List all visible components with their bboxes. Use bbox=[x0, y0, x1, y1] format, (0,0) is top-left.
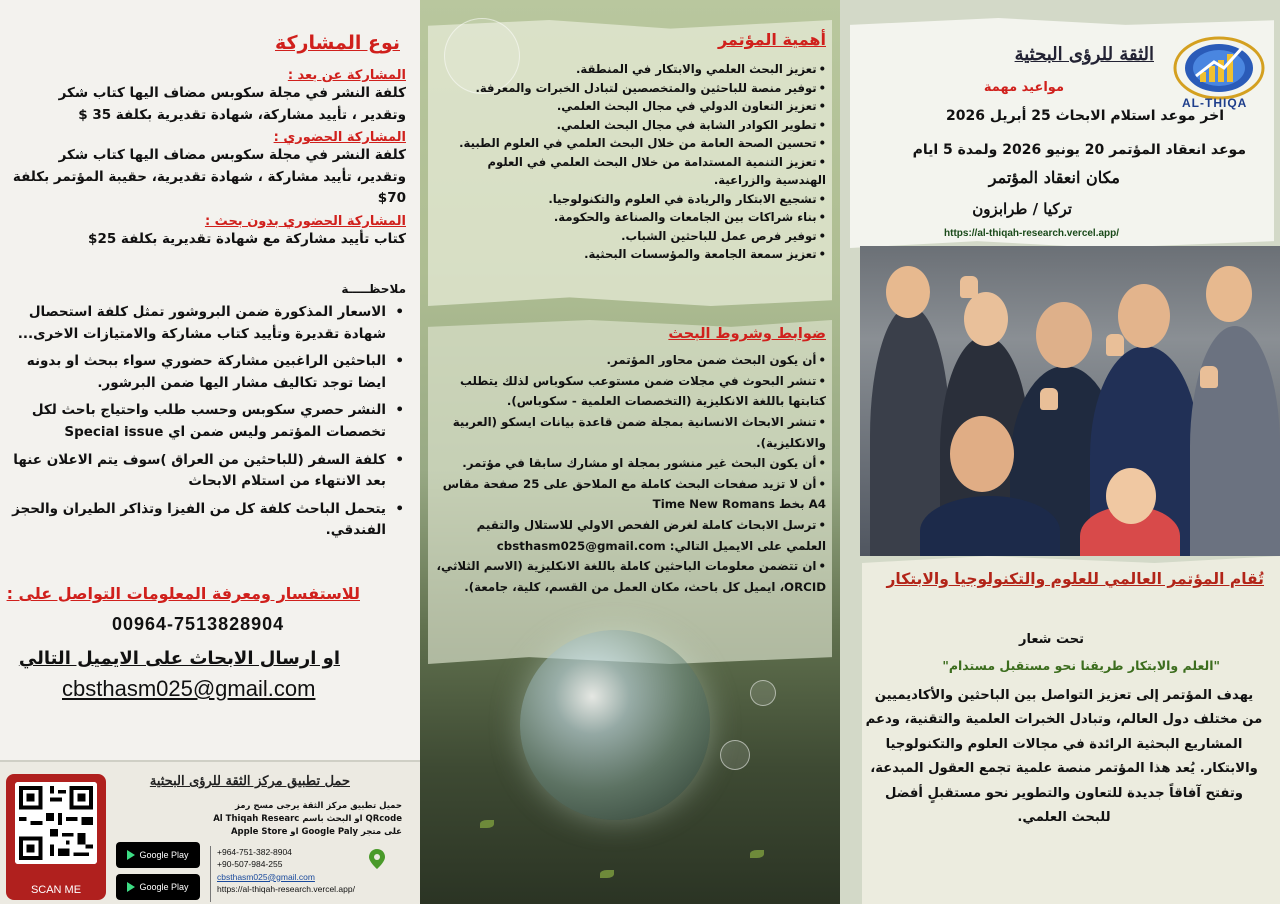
leaf-decoration bbox=[750, 850, 764, 858]
condition-item: • ان تتضمن معلومات الباحثين كاملة باللغة الانكليزية (الاسم الثلاثي، ORCID، ايميل كل باحث، مكان العمل من القسم، كلية، جامعة). bbox=[434, 556, 826, 597]
location-pin-icon bbox=[368, 848, 386, 870]
al-thiqa-logo-icon bbox=[1170, 32, 1268, 102]
venue: تركيا / طرابزون bbox=[972, 200, 1072, 218]
qr-card[interactable] bbox=[6, 774, 106, 900]
submission-deadline: اخر موعد استلام الابحاث 25 أبريل 2026 bbox=[946, 108, 1224, 124]
glass-globe-image bbox=[520, 630, 710, 820]
importance-item: • تشجيع الابتكار والريادة في العلوم والتكنولوجيا. bbox=[434, 190, 826, 209]
condition-item: • ترسل الابحاث كاملة لغرض الفحص الاولي للاستلال والتقيم العلمي على الايميل التالي: cbsthasm025@gmail.com bbox=[434, 515, 826, 556]
contact-url[interactable]: https://al-thiqah-research.vercel.app/ bbox=[217, 883, 355, 894]
google-play-button[interactable] bbox=[116, 842, 200, 868]
person-head bbox=[1206, 266, 1252, 322]
slogan: "العلم والابتكار طريقنا نحو مستقبل مستدام" bbox=[942, 658, 1220, 673]
importance-item: • تحسين الصحة العامة من خلال البحث العلمي في العلوم الطبية. bbox=[434, 134, 826, 153]
note-item: • كلفة السفر (للباحثين من العراق )سوف يتم الاعلان عنها بعد الانتهاء من استلام الابحاث bbox=[10, 450, 406, 493]
importance-item: • توفير فرص عمل للباحثين الشباب. bbox=[434, 227, 826, 246]
middle-panel bbox=[420, 0, 840, 904]
conference-date: موعد انعقاد المؤتمر 20 يونيو 2026 ولمدة 5 ايام bbox=[912, 142, 1246, 158]
app-description: حميل تطبيق مركز الثقة يرجى مسح رمز QRcode او البحث باسم Al Thiqah Researc على متجر Google Paly او Apple Store bbox=[213, 801, 402, 837]
participation-title: نوع المشاركة bbox=[274, 32, 400, 54]
conference-name: تُقام المؤتمر العالمي للعلوم والتكنولوجيا والابتكار bbox=[886, 570, 1264, 588]
importance-item: • تعزيز البحث العلمي والابتكار في المنطقة. bbox=[434, 60, 826, 79]
google-play-button-2[interactable] bbox=[116, 874, 200, 900]
phone-number[interactable]: 00964-7513828904 bbox=[112, 614, 285, 634]
thumbs-up-icon bbox=[1200, 366, 1218, 388]
note-item: • الاسعار المذكورة ضمن البروشور تمثل كلفة استحصال شهادة تقديرة وتأييد كتاب مشاركة والامتيازات الاخرى... bbox=[10, 302, 406, 345]
importance-item: • تعزيز سمعة الجامعة والمؤسسات البحثية. bbox=[434, 245, 826, 264]
person-head bbox=[964, 292, 1008, 346]
thumbs-up-icon bbox=[1106, 334, 1124, 356]
notes-title: ملاحظـــــة bbox=[341, 282, 406, 296]
person-head bbox=[1106, 468, 1156, 524]
importance-list bbox=[434, 60, 826, 264]
important-dates-title: مواعيد مهمة bbox=[983, 80, 1064, 95]
logo-text: AL-THIQA bbox=[1182, 96, 1248, 110]
remote-label: المشاركة عن بعد : bbox=[287, 68, 406, 83]
condition-item: • أن لا تزيد صفحات البحث كاملة مع الملاحق على 25 صفحة مقاس A4 بخط Time New Romans bbox=[434, 474, 826, 515]
importance-title: أهمية المؤتمر bbox=[717, 30, 826, 49]
store-label: Google Play bbox=[139, 882, 189, 892]
contact-phone-1[interactable]: +964-751-382-8904 bbox=[217, 847, 292, 857]
qr-code-icon bbox=[15, 782, 97, 864]
play-store-icon bbox=[127, 882, 135, 892]
venue-title: مكان انعقاد المؤتمر bbox=[988, 168, 1120, 187]
importance-item: • توفير منصة للباحثين والمتخصصين لتبادل الخبرات والمعرفة. bbox=[434, 79, 826, 98]
person-head bbox=[950, 416, 1014, 492]
in-person-no-paper-label: المشاركة الحضوري بدون بحث : bbox=[204, 213, 406, 229]
audience-photo bbox=[860, 246, 1280, 556]
contacts-box bbox=[210, 846, 390, 902]
condition-item: • أن يكون البحث ضمن محاور المؤتمر. bbox=[434, 350, 826, 371]
notes-list bbox=[10, 302, 406, 548]
contact-phone-2[interactable]: +90-507-984-255 bbox=[217, 859, 283, 870]
condition-item: • تنشر الابحاث الانسانية بمجلة ضمن قاعدة بيانات ايسكو (العربية والانكليزية). bbox=[434, 412, 826, 453]
left-panel bbox=[0, 0, 420, 904]
note-item: • يتحمل الباحث كلفة كل من الفيزا وتذاكر الطيران والحجز الفندقي. bbox=[10, 499, 406, 542]
remote-text: كلفة النشر في مجلة سكوبس مضاف اليها كتاب شكر وتقدير ، تأييد مشاركة، شهادة تقديرية بكلفة 35 $ bbox=[58, 85, 406, 123]
bubble-decoration bbox=[720, 740, 750, 770]
leaf-decoration bbox=[600, 870, 614, 878]
person-head bbox=[1118, 284, 1170, 348]
importance-item: • تعزيز التعاون الدولي في مجال البحث العلمي. bbox=[434, 97, 826, 116]
note-item: • الباحثين الراغبين مشاركة حضوري سواء ببحث او بدونه ايضا توجد تكاليف مشار اليها ضمن البرشور. bbox=[10, 351, 406, 394]
slogan-label: تحت شعار bbox=[1018, 632, 1084, 647]
contact-title: للاستفسار ومعرفة المعلومات التواصل على : bbox=[6, 584, 360, 603]
note-item: • النشر حصري سكوبس وحسب طلب واحتياج باحث لكل تخصصات المؤتمر وليس ضمن اي Special issue bbox=[10, 400, 406, 443]
condition-item: • تنشر البحوث في مجلات ضمن مستوعب سكوباس لذلك يتطلب كتابتها باللغة الانكليزية (التخصصات العلمية - سكوباس). bbox=[434, 371, 826, 412]
thumbs-up-icon bbox=[1040, 388, 1058, 410]
conditions-list bbox=[434, 350, 826, 598]
person-head bbox=[886, 266, 930, 318]
website-link[interactable]: https://al-thiqah-research.vercel.app/ bbox=[944, 228, 1120, 239]
send-papers-label: او ارسال الابحاث على الايميل التالي bbox=[18, 648, 340, 669]
importance-item: • تطوير الكوادر الشابة في مجال البحث العلمي. bbox=[434, 116, 826, 135]
play-store-icon bbox=[127, 850, 135, 860]
conference-description: يهدف المؤتمر إلى تعزيز التواصل بين الباحثين والأكاديميين من مختلف دول العالم، وتبادل الخبرات العلمية والتقنية، ودعم المشاريع البحثية الرائدة في مجالات العلوم والتكنولوجيا والابتكار. يُعد هذا المؤتمر منصة علمية تجمع العقول المبدعة، وتفتح آفاقاً جديدة للتعاون والتطوير نحو مستقبلٍ أفضل للبحث العلمي. bbox=[865, 688, 1263, 826]
person-head bbox=[1036, 302, 1092, 368]
contact-email[interactable]: cbsthasm025@gmail.com bbox=[217, 871, 315, 882]
app-title: حمل تطبيق مركز الثقة للرؤى البحثية bbox=[149, 774, 350, 789]
scan-me-label: SCAN ME bbox=[30, 884, 82, 896]
importance-item: • تعزيز التنمية المستدامة من خلال البحث العلمي في العلوم الهندسية والزراعية. bbox=[434, 153, 826, 190]
bubble-decoration bbox=[750, 680, 776, 706]
leaf-decoration bbox=[480, 820, 494, 828]
store-label: Google Play bbox=[139, 850, 189, 860]
in-person-label: المشاركة الحضوري : bbox=[273, 130, 406, 146]
app-footer bbox=[0, 760, 420, 904]
email-link[interactable]: cbsthasm025@gmail.com bbox=[62, 676, 316, 701]
conditions-title: ضوابط وشروط البحث bbox=[668, 326, 826, 342]
in-person-no-paper-text: كتاب تأييد مشاركة مع شهادة تقديرية بكلفة 25$ bbox=[88, 230, 406, 247]
person-figure bbox=[1190, 326, 1280, 556]
importance-item: • بناء شراكات بين الجامعات والصناعة والحكومة. bbox=[434, 208, 826, 227]
condition-item: • أن يكون البحث غير منشور بمجلة او مشارك سابقا في مؤتمر. bbox=[434, 453, 826, 474]
thumbs-up-icon bbox=[960, 276, 978, 298]
in-person-text: كلفة النشر في مجلة سكوبس مضاف اليها كتاب شكر وتقدير، تأييد مشاركة ، شهادة تقديرية، حقيبة المؤتمر بكلفة 70$ bbox=[12, 147, 406, 207]
org-name: الثقة للرؤى البحثية bbox=[1014, 44, 1154, 65]
